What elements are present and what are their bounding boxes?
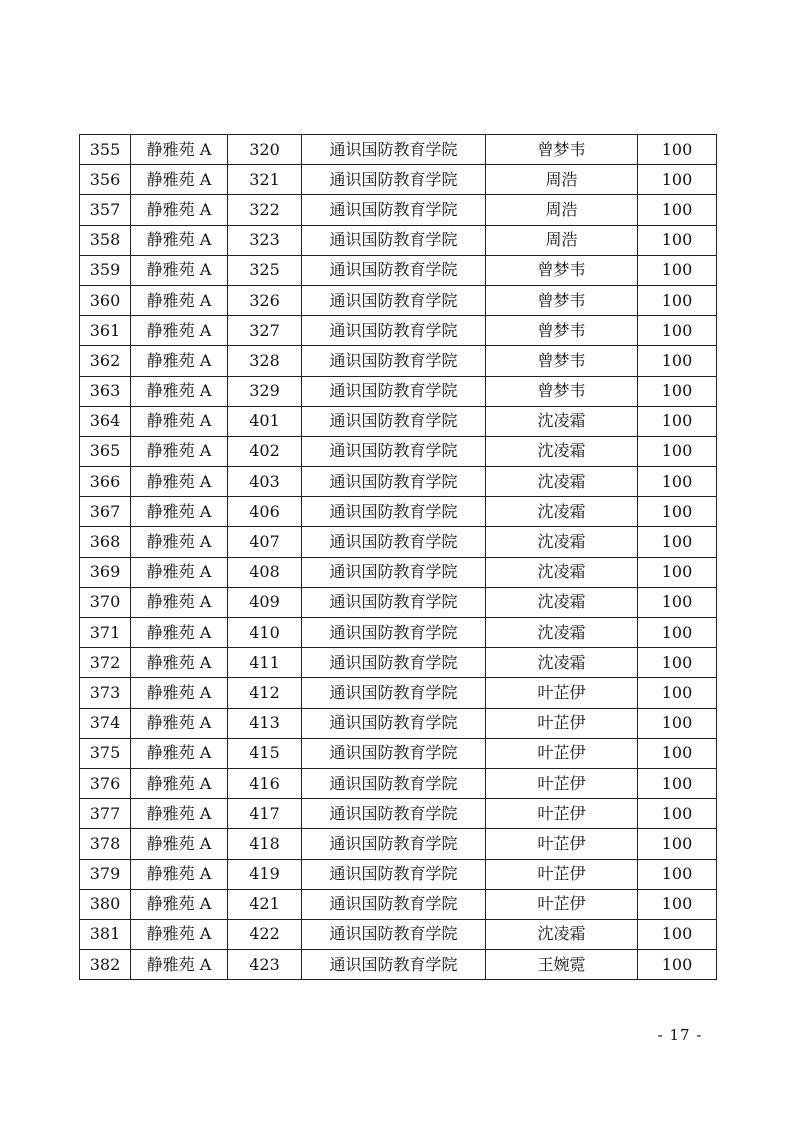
- counselor-cell: 周浩: [486, 225, 638, 255]
- room-cell: 403: [228, 467, 302, 497]
- index-cell: 358: [80, 225, 131, 255]
- counselor-cell: 周浩: [486, 165, 638, 195]
- building-cell: 静雅苑 A: [131, 316, 228, 346]
- index-cell: 380: [80, 889, 131, 919]
- counselor-cell: 叶芷伊: [486, 708, 638, 738]
- building-cell: 静雅苑 A: [131, 135, 228, 165]
- counselor-cell: 叶芷伊: [486, 859, 638, 889]
- college-cell: 通识国防教育学院: [302, 708, 486, 738]
- college-cell: 通识国防教育学院: [302, 406, 486, 436]
- building-cell: 静雅苑 A: [131, 950, 228, 980]
- score-cell: 100: [638, 708, 717, 738]
- building-cell: 静雅苑 A: [131, 829, 228, 859]
- index-cell: 381: [80, 919, 131, 949]
- table-row: [80, 225, 717, 255]
- table-row: [80, 678, 717, 708]
- index-cell: 357: [80, 195, 131, 225]
- college-cell: 通识国防教育学院: [302, 618, 486, 648]
- page-number: - 17 -: [657, 1026, 703, 1044]
- index-cell: 372: [80, 648, 131, 678]
- table-row: [80, 587, 717, 617]
- room-cell: 327: [228, 316, 302, 346]
- building-cell: 静雅苑 A: [131, 648, 228, 678]
- college-cell: 通识国防教育学院: [302, 285, 486, 315]
- score-cell: 100: [638, 316, 717, 346]
- room-cell: 320: [228, 135, 302, 165]
- building-cell: 静雅苑 A: [131, 376, 228, 406]
- index-cell: 356: [80, 165, 131, 195]
- counselor-cell: 沈凌霜: [486, 648, 638, 678]
- building-cell: 静雅苑 A: [131, 285, 228, 315]
- table-row: [80, 768, 717, 798]
- college-cell: 通识国防教育学院: [302, 919, 486, 949]
- room-cell: 407: [228, 527, 302, 557]
- building-cell: 静雅苑 A: [131, 557, 228, 587]
- building-cell: 静雅苑 A: [131, 436, 228, 466]
- table-row: [80, 165, 717, 195]
- room-cell: 422: [228, 919, 302, 949]
- index-cell: 366: [80, 467, 131, 497]
- building-cell: 静雅苑 A: [131, 859, 228, 889]
- score-cell: 100: [638, 889, 717, 919]
- score-cell: 100: [638, 859, 717, 889]
- index-cell: 374: [80, 708, 131, 738]
- index-cell: 378: [80, 829, 131, 859]
- building-cell: 静雅苑 A: [131, 406, 228, 436]
- score-cell: 100: [638, 255, 717, 285]
- college-cell: 通识国防教育学院: [302, 678, 486, 708]
- index-cell: 368: [80, 527, 131, 557]
- college-cell: 通识国防教育学院: [302, 799, 486, 829]
- score-cell: 100: [638, 225, 717, 255]
- score-cell: 100: [638, 195, 717, 225]
- table-row: [80, 467, 717, 497]
- building-cell: 静雅苑 A: [131, 527, 228, 557]
- counselor-cell: 沈凌霜: [486, 587, 638, 617]
- table-row: [80, 919, 717, 949]
- table-row: [80, 436, 717, 466]
- room-cell: 412: [228, 678, 302, 708]
- score-cell: 100: [638, 467, 717, 497]
- score-cell: 100: [638, 829, 717, 859]
- table-row: [80, 346, 717, 376]
- college-cell: 通识国防教育学院: [302, 497, 486, 527]
- room-cell: 411: [228, 648, 302, 678]
- table-row: [80, 527, 717, 557]
- counselor-cell: 沈凌霜: [486, 919, 638, 949]
- college-cell: 通识国防教育学院: [302, 648, 486, 678]
- room-cell: 329: [228, 376, 302, 406]
- score-cell: 100: [638, 738, 717, 768]
- room-cell: 322: [228, 195, 302, 225]
- table-row: [80, 889, 717, 919]
- table-row: [80, 648, 717, 678]
- counselor-cell: 曾梦韦: [486, 346, 638, 376]
- college-cell: 通识国防教育学院: [302, 738, 486, 768]
- building-cell: 静雅苑 A: [131, 467, 228, 497]
- building-cell: 静雅苑 A: [131, 799, 228, 829]
- counselor-cell: 叶芷伊: [486, 799, 638, 829]
- table-row: [80, 557, 717, 587]
- score-cell: 100: [638, 165, 717, 195]
- index-cell: 369: [80, 557, 131, 587]
- index-cell: 370: [80, 587, 131, 617]
- room-cell: 421: [228, 889, 302, 919]
- counselor-cell: 曾梦韦: [486, 316, 638, 346]
- table-row: [80, 950, 717, 980]
- index-cell: 367: [80, 497, 131, 527]
- room-cell: 410: [228, 618, 302, 648]
- index-cell: 361: [80, 316, 131, 346]
- index-cell: 362: [80, 346, 131, 376]
- counselor-cell: 周浩: [486, 195, 638, 225]
- college-cell: 通识国防教育学院: [302, 768, 486, 798]
- table-row: [80, 285, 717, 315]
- score-cell: 100: [638, 678, 717, 708]
- college-cell: 通识国防教育学院: [302, 829, 486, 859]
- building-cell: 静雅苑 A: [131, 678, 228, 708]
- counselor-cell: 沈凌霜: [486, 527, 638, 557]
- college-cell: 通识国防教育学院: [302, 195, 486, 225]
- counselor-cell: 曾梦韦: [486, 135, 638, 165]
- counselor-cell: 沈凌霜: [486, 557, 638, 587]
- index-cell: 364: [80, 406, 131, 436]
- table-row: [80, 738, 717, 768]
- building-cell: 静雅苑 A: [131, 738, 228, 768]
- table-row: [80, 708, 717, 738]
- building-cell: 静雅苑 A: [131, 919, 228, 949]
- room-cell: 416: [228, 768, 302, 798]
- building-cell: 静雅苑 A: [131, 708, 228, 738]
- score-cell: 100: [638, 768, 717, 798]
- table-row: [80, 497, 717, 527]
- counselor-cell: 沈凌霜: [486, 618, 638, 648]
- room-cell: 326: [228, 285, 302, 315]
- college-cell: 通识国防教育学院: [302, 316, 486, 346]
- score-cell: 100: [638, 618, 717, 648]
- college-cell: 通识国防教育学院: [302, 225, 486, 255]
- score-cell: 100: [638, 436, 717, 466]
- room-cell: 418: [228, 829, 302, 859]
- score-cell: 100: [638, 406, 717, 436]
- dormitory-inspection-table: [79, 134, 717, 980]
- index-cell: 377: [80, 799, 131, 829]
- room-cell: 328: [228, 346, 302, 376]
- table-row: [80, 859, 717, 889]
- counselor-cell: 沈凌霜: [486, 436, 638, 466]
- room-cell: 409: [228, 587, 302, 617]
- counselor-cell: 曾梦韦: [486, 285, 638, 315]
- table-row: [80, 799, 717, 829]
- score-cell: 100: [638, 557, 717, 587]
- counselor-cell: 沈凌霜: [486, 406, 638, 436]
- counselor-cell: 曾梦韦: [486, 376, 638, 406]
- college-cell: 通识国防教育学院: [302, 467, 486, 497]
- college-cell: 通识国防教育学院: [302, 527, 486, 557]
- score-cell: 100: [638, 285, 717, 315]
- score-cell: 100: [638, 376, 717, 406]
- counselor-cell: 叶芷伊: [486, 889, 638, 919]
- college-cell: 通识国防教育学院: [302, 135, 486, 165]
- building-cell: 静雅苑 A: [131, 618, 228, 648]
- table-row: [80, 255, 717, 285]
- counselor-cell: 沈凌霜: [486, 467, 638, 497]
- room-cell: 325: [228, 255, 302, 285]
- college-cell: 通识国防教育学院: [302, 165, 486, 195]
- score-cell: 100: [638, 648, 717, 678]
- room-cell: 401: [228, 406, 302, 436]
- building-cell: 静雅苑 A: [131, 889, 228, 919]
- index-cell: 379: [80, 859, 131, 889]
- college-cell: 通识国防教育学院: [302, 376, 486, 406]
- score-cell: 100: [638, 497, 717, 527]
- counselor-cell: 叶芷伊: [486, 678, 638, 708]
- table-row: [80, 195, 717, 225]
- building-cell: 静雅苑 A: [131, 587, 228, 617]
- counselor-cell: 王婉霓: [486, 950, 638, 980]
- table-body: [80, 135, 717, 980]
- counselor-cell: 曾梦韦: [486, 255, 638, 285]
- room-cell: 413: [228, 708, 302, 738]
- table-row: [80, 406, 717, 436]
- building-cell: 静雅苑 A: [131, 346, 228, 376]
- building-cell: 静雅苑 A: [131, 225, 228, 255]
- building-cell: 静雅苑 A: [131, 768, 228, 798]
- score-cell: 100: [638, 950, 717, 980]
- room-cell: 323: [228, 225, 302, 255]
- index-cell: 359: [80, 255, 131, 285]
- score-cell: 100: [638, 799, 717, 829]
- room-cell: 321: [228, 165, 302, 195]
- score-cell: 100: [638, 135, 717, 165]
- room-cell: 406: [228, 497, 302, 527]
- college-cell: 通识国防教育学院: [302, 859, 486, 889]
- score-cell: 100: [638, 346, 717, 376]
- index-cell: 375: [80, 738, 131, 768]
- college-cell: 通识国防教育学院: [302, 950, 486, 980]
- index-cell: 382: [80, 950, 131, 980]
- counselor-cell: 沈凌霜: [486, 497, 638, 527]
- room-cell: 408: [228, 557, 302, 587]
- index-cell: 365: [80, 436, 131, 466]
- counselor-cell: 叶芷伊: [486, 738, 638, 768]
- score-cell: 100: [638, 919, 717, 949]
- room-cell: 417: [228, 799, 302, 829]
- table-row: [80, 135, 717, 165]
- table-row: [80, 829, 717, 859]
- college-cell: 通识国防教育学院: [302, 557, 486, 587]
- building-cell: 静雅苑 A: [131, 255, 228, 285]
- building-cell: 静雅苑 A: [131, 195, 228, 225]
- room-cell: 419: [228, 859, 302, 889]
- college-cell: 通识国防教育学院: [302, 255, 486, 285]
- room-cell: 402: [228, 436, 302, 466]
- building-cell: 静雅苑 A: [131, 497, 228, 527]
- building-cell: 静雅苑 A: [131, 165, 228, 195]
- index-cell: 373: [80, 678, 131, 708]
- college-cell: 通识国防教育学院: [302, 587, 486, 617]
- index-cell: 363: [80, 376, 131, 406]
- table-row: [80, 618, 717, 648]
- score-cell: 100: [638, 527, 717, 557]
- table-row: [80, 316, 717, 346]
- counselor-cell: 叶芷伊: [486, 829, 638, 859]
- index-cell: 360: [80, 285, 131, 315]
- college-cell: 通识国防教育学院: [302, 346, 486, 376]
- room-cell: 415: [228, 738, 302, 768]
- score-cell: 100: [638, 587, 717, 617]
- room-cell: 423: [228, 950, 302, 980]
- index-cell: 371: [80, 618, 131, 648]
- index-cell: 376: [80, 768, 131, 798]
- index-cell: 355: [80, 135, 131, 165]
- table-row: [80, 376, 717, 406]
- college-cell: 通识国防教育学院: [302, 436, 486, 466]
- college-cell: 通识国防教育学院: [302, 889, 486, 919]
- counselor-cell: 叶芷伊: [486, 768, 638, 798]
